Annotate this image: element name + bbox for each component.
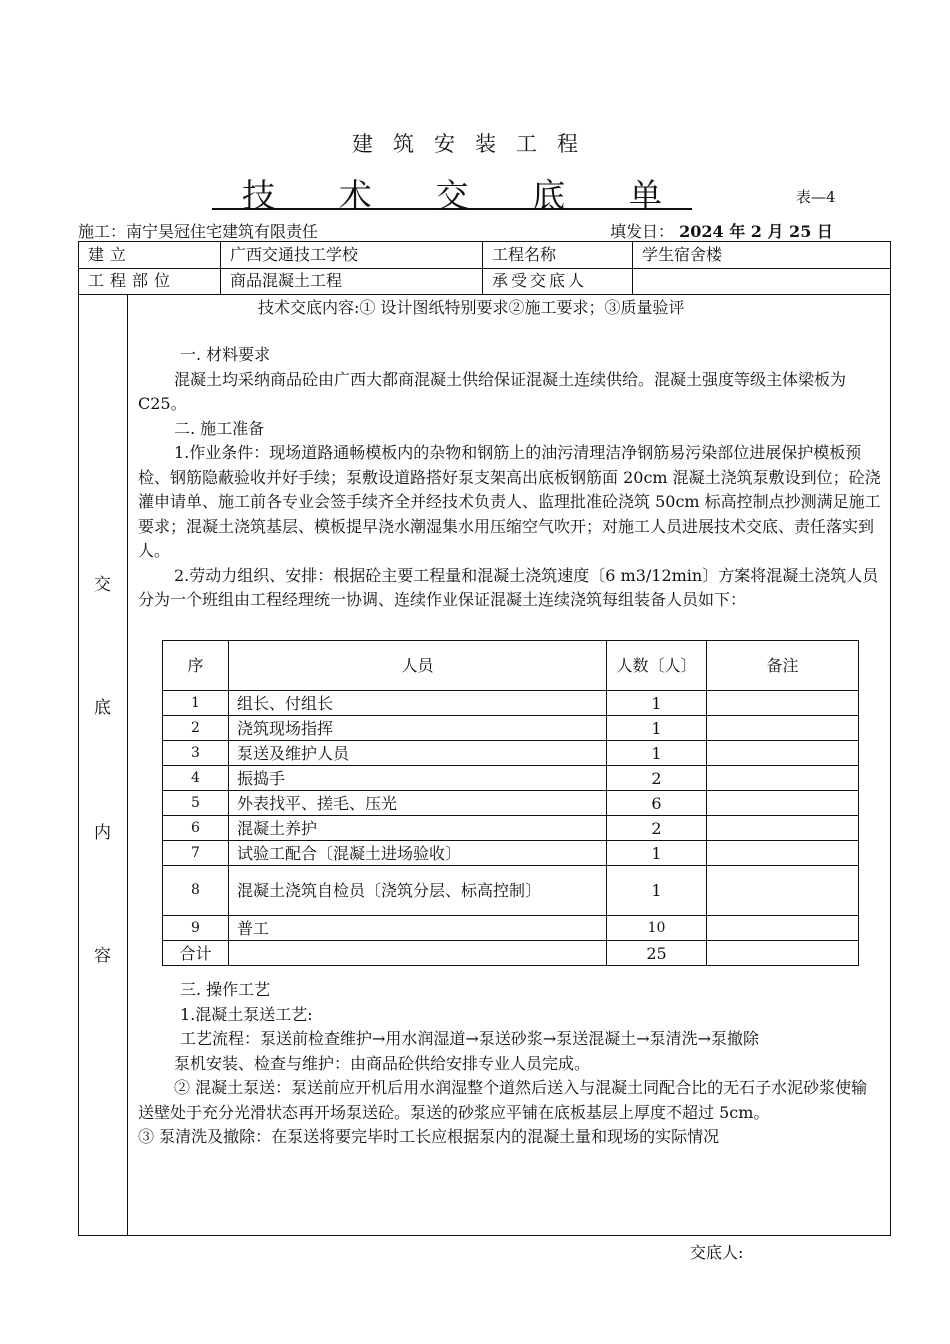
row-no: 4 — [163, 766, 229, 791]
side-label-char: 容 — [94, 946, 111, 966]
frame-line — [78, 241, 891, 242]
row-role: 浇筑现场指挥 — [229, 716, 607, 741]
row-no: 1 — [163, 691, 229, 716]
row-role: 混凝土浇筑自检员〔浇筑分层、标高控制〕 — [229, 866, 607, 916]
content-body-top — [138, 343, 883, 613]
row-count: 1 — [607, 741, 707, 766]
paragraph: 泵机安装、检查与维护：由商品砼供给安排专业人员完成。 — [174, 1053, 591, 1073]
table-row — [163, 916, 859, 941]
paragraph: ② 混凝土泵送：泵送前应开机后用水润湿整个道然后送入与混凝土同配合比的无石子水泥砂浆使输送壁处于充分光滑状态再开场泵送砼。泵送的砂浆应平铺在底板基层上厚度不超过 5cm。 — [138, 1078, 868, 1122]
date-label: 填发日： — [610, 222, 675, 241]
section-title: 二. 施工准备 — [174, 418, 265, 438]
paragraph: 1.混凝土泵送工艺: — [180, 1004, 313, 1024]
row-note — [707, 716, 859, 741]
table-row — [163, 841, 859, 866]
row-role: 泵送及维护人员 — [229, 741, 607, 766]
row-note — [707, 766, 859, 791]
info-value-builder: 广西交通技工学校 — [230, 245, 359, 264]
side-label-char: 内 — [94, 823, 111, 843]
total-label: 合计 — [163, 941, 229, 966]
frame-line — [220, 241, 221, 294]
signer-label: 交底人: — [690, 1243, 744, 1262]
row-no: 6 — [163, 816, 229, 841]
row-note — [707, 916, 859, 941]
row-no: 9 — [163, 916, 229, 941]
frame-line — [890, 241, 891, 1236]
table-header-row — [163, 641, 859, 691]
document-title — [212, 170, 692, 215]
total-empty — [229, 941, 607, 966]
row-role: 振捣手 — [229, 766, 607, 791]
side-label-char: 底 — [94, 698, 111, 718]
title-char: 术 — [338, 176, 372, 215]
table-row — [163, 716, 859, 741]
section-title: 一. 材料要求 — [180, 345, 271, 364]
date-line — [610, 219, 833, 242]
total-value: 25 — [607, 941, 707, 966]
info-label-project: 工程名称 — [492, 245, 557, 264]
row-note — [707, 741, 859, 766]
table-header: 序 — [163, 641, 229, 691]
title-char: 单 — [629, 176, 662, 215]
contractor-line — [78, 219, 318, 242]
frame-line — [78, 241, 79, 1236]
content-heading: 技术交底内容:① 设计图纸特别要求②施工要求；③质量验评 — [258, 298, 685, 317]
frame-line — [78, 1235, 891, 1236]
row-count: 10 — [607, 916, 707, 941]
title-char: 技 — [242, 176, 275, 215]
paragraph: 混凝土均采纳商品砼由广西大都商混凝土供给保证混凝土连续供给。混凝土强度等级主体梁板为 C25。 — [138, 369, 847, 413]
row-note — [707, 841, 859, 866]
table-header: 备注 — [707, 641, 859, 691]
row-note — [707, 791, 859, 816]
document-supertitle: 建筑安装工程 — [352, 132, 598, 156]
info-value-part: 商品混凝土工程 — [230, 271, 343, 290]
row-role: 外表找平、搓毛、压光 — [229, 791, 607, 816]
form-number: 表—4 — [796, 188, 836, 206]
date-value: 2024 年 2 月 25 日 — [679, 222, 833, 241]
info-label-receiver: 承受交底人 — [492, 271, 588, 290]
frame-line — [127, 294, 128, 1236]
section-title: 三. 操作工艺 — [180, 980, 271, 999]
content-body-bottom — [138, 978, 883, 1150]
title-char: 底 — [532, 176, 566, 215]
table-total-row — [163, 941, 859, 966]
frame-line — [78, 294, 891, 295]
paragraph: 1.作业条件：现场道路通畅模板内的杂物和钢筋上的油污清理洁净钢筋易污染部位进展保护模板预检、钢筋隐蔽验收并好手续；泵敷设道路搭好泵支架高出底板钢筋面 20cm 混凝土浇筑泵敷设到位；砼浇灌申请单、施工前各专业会签手续齐全并经技术负责人、监理批准砼浇筑 50cm 标高控制点抄测满足施工要求；混凝土浇筑基层、模板提早浇水潮湿集水用压缩空气吹开；对施工人员进展技术交底、责任落实到人。 — [138, 443, 881, 560]
side-label-char: 交 — [94, 575, 111, 595]
row-no: 3 — [163, 741, 229, 766]
row-count: 6 — [607, 791, 707, 816]
row-note — [707, 866, 859, 916]
info-label-builder: 建立 — [88, 245, 133, 264]
total-note — [707, 941, 859, 966]
table-header: 人数〔人〕 — [607, 641, 707, 691]
row-count: 1 — [607, 866, 707, 916]
title-char: 交 — [435, 176, 469, 215]
paragraph: 2.劳动力组织、安排：根据砼主要工程量和混凝土浇筑速度〔6 m3/12min〕方案将混凝土浇筑人员分为一个班组由工程经理统一协调、连续作业保证混凝土连续浇筑每组装备人员如下： — [138, 565, 879, 609]
info-value-project: 学生宿舍楼 — [642, 245, 723, 264]
frame-line — [482, 241, 483, 294]
info-label-part: 工程部位 — [88, 271, 177, 290]
table-row — [163, 866, 859, 916]
row-no: 2 — [163, 716, 229, 741]
row-no: 7 — [163, 841, 229, 866]
row-note — [707, 816, 859, 841]
staff-table — [162, 640, 859, 966]
frame-line — [78, 268, 891, 269]
paragraph: ③ 泵清洗及撤除：在泵送将要完毕时工长应根据泵内的混凝土量和现场的实际情况 — [138, 1127, 720, 1146]
row-count: 1 — [607, 841, 707, 866]
row-role: 普工 — [229, 916, 607, 941]
frame-line — [632, 241, 633, 294]
row-count: 2 — [607, 816, 707, 841]
row-no: 8 — [163, 866, 229, 916]
row-role: 组长、付组长 — [229, 691, 607, 716]
row-role: 混凝土养护 — [229, 816, 607, 841]
contractor-label: 施工： — [78, 222, 127, 241]
row-count: 1 — [607, 716, 707, 741]
table-row — [163, 816, 859, 841]
table-row — [163, 791, 859, 816]
paragraph: 工艺流程：泵送前检查维护→用水润湿道→泵送砂浆→泵送混凝土→泵清洗→泵撤除 — [180, 1029, 760, 1048]
table-row — [163, 691, 859, 716]
row-no: 5 — [163, 791, 229, 816]
row-count: 2 — [607, 766, 707, 791]
table-row — [163, 741, 859, 766]
row-count: 1 — [607, 691, 707, 716]
table-row — [163, 766, 859, 791]
table-header: 人员 — [229, 641, 607, 691]
row-note — [707, 691, 859, 716]
contractor-name: 南宁昊冠住宅建筑有限责任 — [126, 222, 319, 241]
row-role: 试验工配合〔混凝土进场验收〕 — [229, 841, 607, 866]
